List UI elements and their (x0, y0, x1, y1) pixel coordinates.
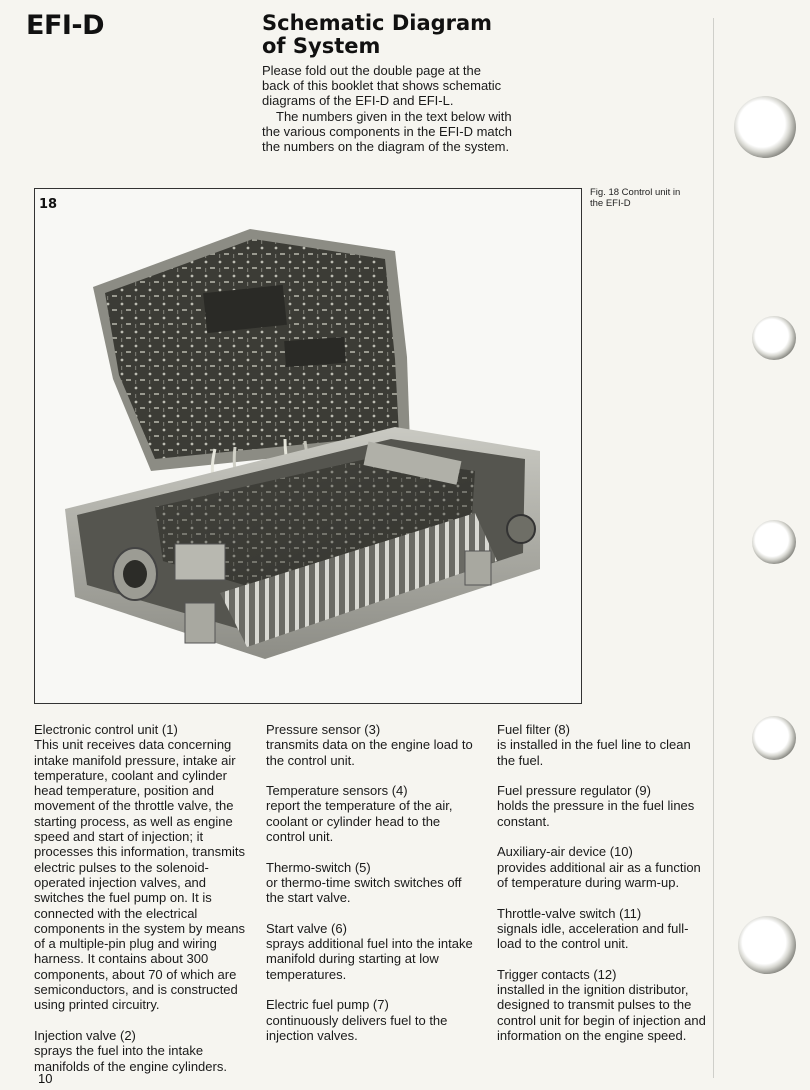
page-title (262, 12, 592, 58)
intro-paragraph-1: Please fold out the double page at the back of this booklet that shows schematic diagrams of the EFI-D and EFI-L. (262, 63, 502, 109)
entry-heading: Trigger contacts (12) (497, 966, 617, 982)
entry-text: signals idle, acceleration and full-load to the control unit. (497, 920, 689, 952)
binder-hole (738, 916, 796, 974)
entry-text: report the temperature of the air, coolant or cylinder head to the control unit. (266, 798, 453, 845)
section-label: EFI-D (26, 10, 105, 41)
title-line-1: Schematic Diagram (262, 11, 493, 35)
binder-hole (734, 96, 796, 158)
entry-heading: Electronic control unit (1) (34, 722, 178, 737)
entry-heading: Auxiliary-air device (10) (497, 844, 633, 860)
component-entry (497, 844, 709, 890)
entry-heading: Start valve (6) (266, 920, 347, 936)
entry-heading: Fuel filter (8) (497, 722, 570, 737)
entry-heading: Throttle-valve switch (11) (497, 905, 642, 921)
binder-hole (752, 520, 796, 564)
figure-caption: Fig. 18 Control unit in the EFI-D (590, 187, 681, 209)
title-line-2: of System (262, 34, 381, 58)
entry-heading: Electric fuel pump (7) (266, 997, 389, 1013)
entry-text: transmits data on the engine load to the control unit. (266, 737, 473, 768)
entry-text: sprays the fuel into the intake manifolds of the engine cylinders. (34, 1043, 227, 1074)
component-entry (266, 997, 481, 1043)
entry-text: installed in the ignition distributor, designed to transmit pulses to the control unit for begin of injection and information on the engine speed. (497, 982, 706, 1043)
component-entry (34, 1028, 254, 1074)
text-column-1 (34, 722, 254, 1074)
binder-hole (752, 716, 796, 760)
entry-heading: Thermo-switch (5) (266, 859, 371, 875)
component-entry (497, 783, 709, 829)
text-column-2 (266, 722, 481, 1043)
binder-hole (752, 316, 796, 360)
figure-18 (34, 188, 582, 704)
component-entry (34, 722, 254, 1013)
entry-text: provides additional air as a function of temperature during warm-up. (497, 859, 701, 890)
component-entry (266, 860, 481, 906)
entry-text: This unit receives data concerning intake manifold pressure, intake air temperature, coolant and cylinder head temperature, position and movement of the throttle valve, the starting process, as well as engine speed and start of injection; it processes this information, transmits electric pulses to the solenoid-operated injection valves, and switches the fuel pump on. It is connected with the electrical components in the system by means of a multiple-pin plug and wiring harness. It contains about 300 components, about 70 of which are semiconductors, and is constructed using printed circuitry. (34, 737, 245, 1013)
component-entry (266, 921, 481, 982)
entry-text: sprays additional fuel into the intake manifold during starting at low temperatures. (266, 936, 473, 982)
intro-paragraph-2: The numbers given in the text below with the various components in the EFI-D match the numbers on the diagram of the system. (262, 108, 513, 155)
component-entry (497, 722, 709, 768)
component-entry (266, 783, 481, 844)
entry-heading: Injection valve (2) (34, 1027, 136, 1043)
intro-text (262, 63, 512, 154)
text-column-3 (497, 722, 709, 1043)
entry-text: holds the pressure in the fuel lines constant. (497, 798, 695, 829)
entry-heading: Pressure sensor (3) (266, 722, 381, 737)
entry-text: is installed in the fuel line to clean the fuel. (497, 737, 691, 768)
entry-text: or thermo-time switch switches off the start valve. (266, 874, 462, 906)
figure-number: 18 (39, 197, 58, 212)
control-unit-photo (35, 189, 582, 704)
component-entry (497, 906, 709, 952)
margin-rule (713, 18, 714, 1078)
component-entry (497, 967, 709, 1043)
component-entry (266, 722, 481, 768)
entry-heading: Temperature sensors (4) (266, 783, 408, 799)
entry-heading: Fuel pressure regulator (9) (497, 783, 651, 799)
page-number: 10 (38, 1071, 53, 1086)
entry-text: continuously delivers fuel to the injection valves. (266, 1012, 448, 1043)
